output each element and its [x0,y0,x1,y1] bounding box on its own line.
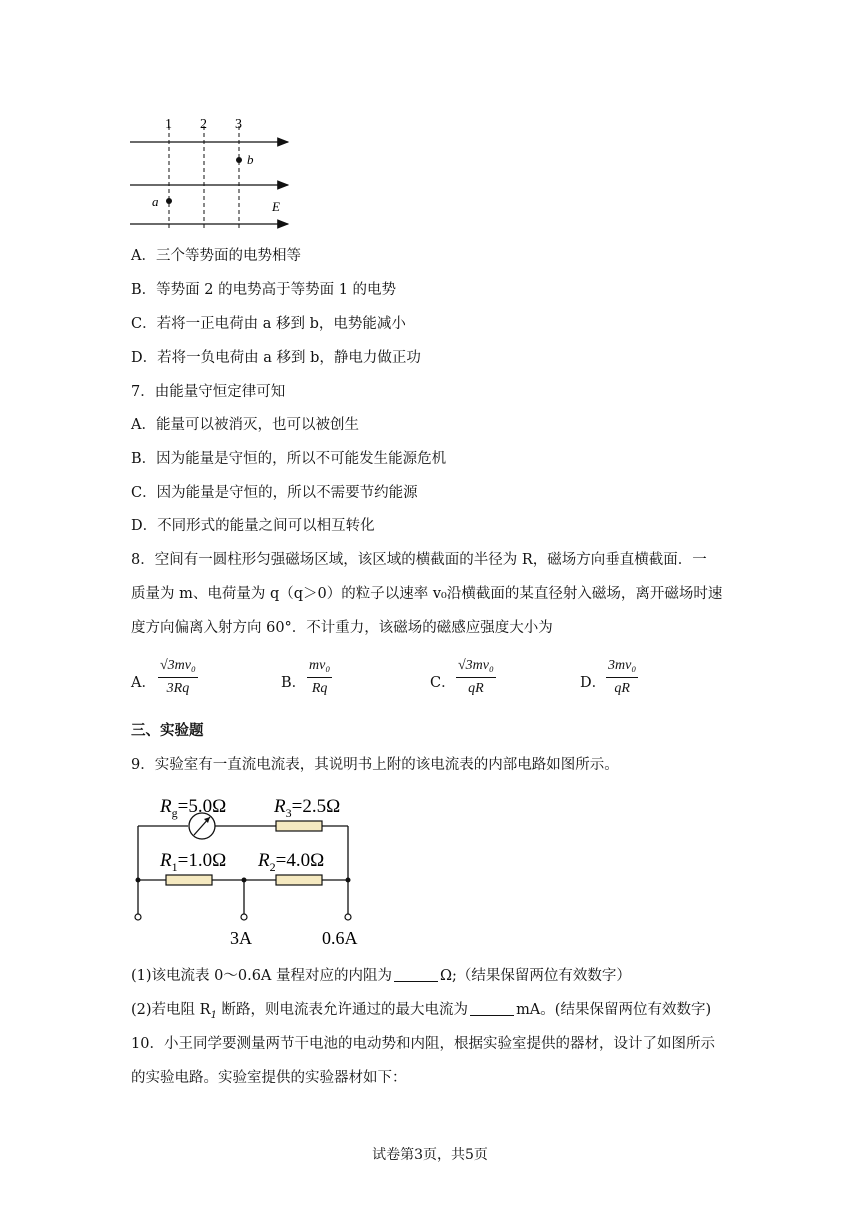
q7-stem: 7．由能量守恒定律可知 [131,384,286,400]
q8-option-b-num: mv₀ [307,657,332,678]
ammeter-circuit-diagram [126,786,376,952]
q7-option-c: C．因为能量是守恒的，所以不需要节约能源 [131,485,418,501]
q8-option-d-label: D． [580,675,607,691]
q10-line-1: 10．小王同学要测量两节干电池的电动势和内阻，根据实验室提供的器材，设计了如图所示 [131,1036,715,1052]
label-3a: 3A [230,928,252,948]
label-r2: $R_2=4.0\Omega$ [258,850,325,874]
q6-option-a: A．三个等势面的电势相等 [131,248,301,264]
q9-sub1-pre: (1)该电流表 0～0.6A 量程对应的内阻为 [131,968,393,984]
q9-sub1 [131,966,631,986]
q8-option-a-fraction [158,657,198,698]
q6-option-c: C．若将一正电荷由 a 移到 b，电势能减小 [131,316,406,332]
q9-sub2-blank [470,1001,514,1016]
q8-stem-line-1: 8．空间有一圆柱形匀强磁场区域，该区域的横截面的半径为 R，磁场方向垂直横截面．一 [131,552,707,568]
resistor-r3 [276,821,322,831]
q8-option-b-den: Rq [311,681,328,696]
q8-stem-line-2: 质量为 m、电荷量为 q（q＞0）的粒子以速率 v₀沿横截面的某直径射入磁场，离开磁场时速 [131,586,723,602]
line-label-3: 3 [235,117,242,132]
q6-option-b: B．等势面 2 的电势高于等势面 1 的电势 [131,282,397,298]
q8-option-c-den: qR [468,681,484,696]
q8-option-a-label: A． [131,675,156,691]
q9-sub1-post: Ω;（结果保留两位有效数字） [440,968,631,984]
resistor-r2 [276,875,322,885]
equipotential-figure [128,112,298,232]
terminal-common [135,914,141,920]
terminal-0-6a [345,914,351,920]
q9-stem: 9．实验室有一直流电流表，其说明书上附的该电流表的内部电路如图所示。 [131,757,619,773]
line-label-1: 1 [165,117,172,132]
q8-stem-line-3: 度方向偏离入射方向 60°．不计重力，该磁场的磁感应强度大小为 [131,620,553,636]
q9-sub2-mid: 断路，则电流表允许通过的最大电流为 [216,1002,469,1018]
q10-line-2: 的实验电路。实验室提供的实验器材如下： [131,1070,407,1086]
field-label: E [272,199,280,214]
q7-option-b: B．因为能量是守恒的，所以不可能发生能源危机 [131,451,447,467]
q8-option-a-den: 3Rq [166,681,190,696]
q8-option-d-num: 3mv₀ [606,657,638,678]
resistor-r1 [166,875,212,885]
q8-option-d-den: qR [614,681,630,696]
q8-option-c-num: √3mv₀ [456,657,496,678]
q8-option-b-fraction [307,657,332,698]
terminal-3a [241,914,247,920]
label-r1: $R_1=1.0\Omega$ [160,850,227,874]
q9-sub1-blank [394,967,438,982]
q8-option-c-fraction [456,657,496,698]
section-title: 三、实验题 [131,722,204,739]
label-rg: $R_g=5.0\Omega$ [160,796,227,820]
q9-sub2-subscript: 1 [210,1009,217,1021]
q7-option-a: A．能量可以被消灭，也可以被创生 [131,417,359,433]
label-r3: $R_3=2.5\Omega$ [274,796,341,820]
point-b-label: b [247,152,254,167]
page-footer: 试卷第3页，共5页 [372,1147,488,1163]
q8-option-b-label: B． [281,675,307,691]
q8-option-d-fraction [606,657,638,698]
point-a-label: a [152,194,159,209]
q8-option-a-num: √3mv₀ [158,657,198,678]
q9-sub2-post: mA。(结果保留两位有效数字) [516,1002,712,1018]
q9-sub2-pre: (2)若电阻 R [131,1002,211,1018]
point-b [236,157,242,163]
q8-option-c-label: C． [430,675,456,691]
point-a [166,198,172,204]
q9-sub2 [131,1000,711,1026]
q6-option-d: D．若将一负电荷由 a 移到 b，静电力做正功 [131,350,421,366]
q7-option-d: D．不同形式的能量之间可以相互转化 [131,518,375,534]
line-label-2: 2 [200,117,207,132]
label-0-6a: 0.6A [322,928,358,948]
